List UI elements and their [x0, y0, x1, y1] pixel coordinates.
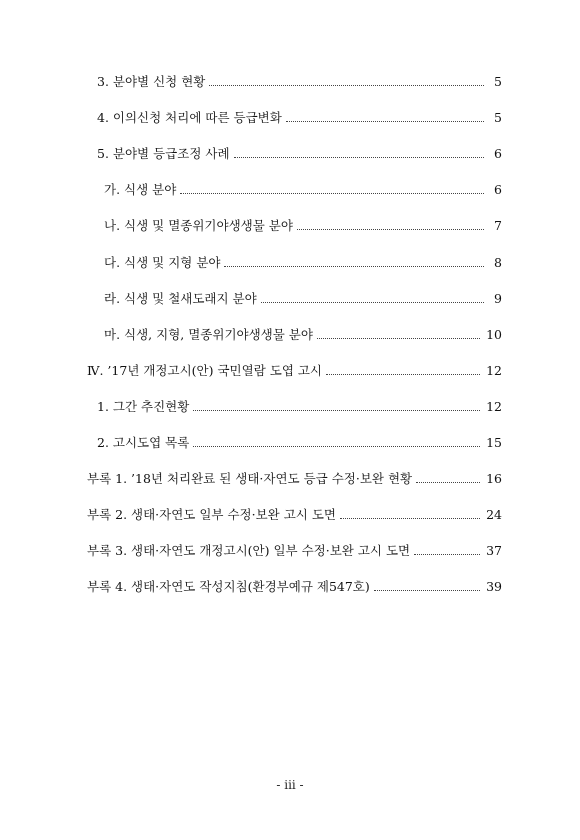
toc-entry-label: 다. 식생 및 지형 분야: [104, 255, 221, 270]
toc-entry-label: 부록 3. 생태·자연도 개정고시(안) 일부 수정·보완 고시 도면: [87, 543, 411, 558]
toc-entry[interactable]: [104, 218, 502, 234]
toc-entry[interactable]: [97, 146, 502, 162]
toc-entry-page: 37: [486, 543, 502, 558]
dot-leader: [180, 193, 484, 194]
dot-leader: [317, 338, 480, 339]
toc-entry-page: 12: [486, 363, 502, 378]
toc-entry-label: 2. 고시도엽 목록: [97, 435, 190, 450]
dot-leader: [193, 446, 480, 447]
toc-entry[interactable]: [104, 291, 502, 307]
toc-entry-page: 8: [494, 255, 502, 270]
toc-entry-label: 1. 그간 추진현황: [97, 399, 190, 414]
toc-entry-page: 10: [486, 327, 502, 342]
toc-entry-label: 부록 2. 생태·자연도 일부 수정·보완 고시 도면: [87, 507, 336, 522]
dot-leader: [326, 374, 480, 375]
toc-entry-page: 39: [486, 579, 502, 594]
toc-entry-label: 라. 식생 및 철새도래지 분야: [104, 291, 257, 306]
dot-leader: [340, 518, 480, 519]
toc-entry-page: 5: [494, 74, 502, 89]
toc-entry[interactable]: [97, 110, 502, 126]
toc-entry[interactable]: [87, 579, 502, 595]
toc-entry-label: 4. 이의신청 처리에 따른 등급변화: [97, 110, 282, 125]
toc-entry[interactable]: [97, 399, 502, 415]
toc-entry-page: 6: [494, 182, 502, 197]
toc-entry[interactable]: [104, 327, 502, 343]
toc-entry[interactable]: [97, 74, 502, 90]
toc-entry-page: 9: [494, 291, 502, 306]
dot-leader: [416, 482, 480, 483]
toc-entry-label: Ⅳ. ’17년 개정고시(안) 국민열람 도엽 고시: [87, 363, 323, 378]
toc-entry[interactable]: [87, 471, 502, 487]
dot-leader: [374, 590, 480, 591]
dot-leader: [261, 302, 484, 303]
dot-leader: [297, 229, 484, 230]
toc-entry-label: 3. 분야별 신청 현황: [97, 74, 206, 89]
toc-entry[interactable]: [104, 255, 502, 271]
toc-entry[interactable]: [87, 543, 502, 559]
toc-entry-page: 5: [494, 110, 502, 125]
toc-entry-label: 나. 식생 및 멸종위기야생생물 분야: [104, 218, 293, 233]
toc-entry-label: 5. 분야별 등급조정 사례: [97, 146, 230, 161]
toc-entry-page: 6: [494, 146, 502, 161]
toc-entry-label: 가. 식생 분야: [104, 182, 177, 197]
page-number: - iii -: [276, 778, 304, 792]
toc-entry[interactable]: [97, 435, 502, 451]
toc-entry-page: 24: [486, 507, 502, 522]
toc-entry-page: 15: [486, 435, 502, 450]
toc-entry[interactable]: [87, 507, 502, 523]
dot-leader: [193, 410, 480, 411]
toc-entry-label: 부록 1. ’18년 처리완료 된 생태·자연도 등급 수정·보완 현황: [87, 471, 413, 486]
dot-leader: [209, 85, 484, 86]
dot-leader: [234, 157, 484, 158]
dot-leader: [414, 554, 480, 555]
toc-entry-label: 부록 4. 생태·자연도 작성지침(환경부예규 제547호): [87, 579, 370, 594]
toc-entry-page: 7: [494, 218, 502, 233]
dot-leader: [286, 121, 484, 122]
toc-entry-page: 16: [486, 471, 502, 486]
toc-entry-page: 12: [486, 399, 502, 414]
dot-leader: [224, 266, 484, 267]
toc-entry-label: 마. 식생, 지형, 멸종위기야생생물 분야: [104, 327, 313, 342]
toc-entry[interactable]: [87, 363, 502, 379]
toc-entry[interactable]: [104, 182, 502, 198]
